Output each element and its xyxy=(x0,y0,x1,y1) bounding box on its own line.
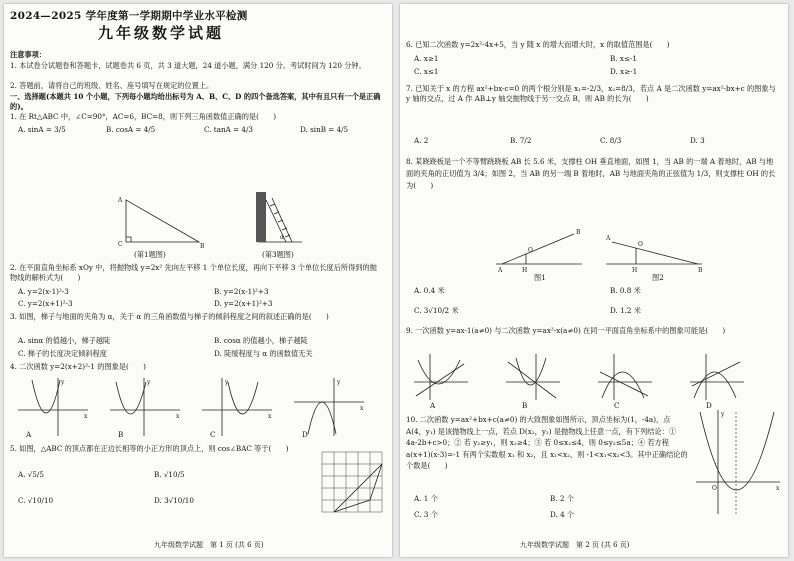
q7-option-c: C. 8/3 xyxy=(600,136,622,145)
q2-option-a: A. y=2(x-1)²-3 xyxy=(18,287,69,296)
q6-option-c: C. x≤1 xyxy=(414,67,439,76)
q3-option-a: A. sinα 的值越小，梯子越陡 xyxy=(18,336,111,345)
page-2-footer: 九年级数学试题 第 2 页 (共 6 页) xyxy=(520,541,630,549)
q8-seesaw-figure-1 xyxy=(496,226,586,272)
q8-option-d: D. 1.2 米 xyxy=(610,306,641,315)
svg-text:O: O xyxy=(528,247,533,254)
svg-text:x: x xyxy=(360,405,364,412)
question-3: 3. 如图，梯子与地面的夹角为 α，关于 α 的三角函数值与梯子的倾斜程度之间的叙述正确的是( ) xyxy=(10,312,329,321)
q7-option-b: B. 7/2 xyxy=(510,136,532,145)
q6-option-a: A. x≥1 xyxy=(414,54,439,63)
q10-option-c: C. 3 个 xyxy=(414,510,438,519)
svg-text:x: x xyxy=(176,413,180,420)
q2-option-d: D. y=2(x+1)²+3 xyxy=(214,299,273,308)
q1-triangle-figure xyxy=(114,192,204,252)
q9-graph-a xyxy=(414,354,468,400)
question-7: 7. 已知关于 x 的方程 ax²+bx-c=0 的两个根分别是 x₁=-2/3，x₂=8/3，若点 A 是二次函数 y=ax²-bx+c 的图象与 y 轴的交点，过 A 作 AB⊥y 轴交抛物线于另一交点 B，则 AB 的长为( ) xyxy=(406,84,776,103)
q1-option-a: A. sinA = 3/5 xyxy=(18,125,66,134)
q3-figure-caption: (第3题图) xyxy=(262,250,294,259)
exam-page-2 xyxy=(400,4,788,557)
svg-text:B: B xyxy=(698,267,703,274)
q4-graph-options xyxy=(18,376,378,438)
q10-option-d: D. 4 个 xyxy=(550,510,575,519)
q4-graph-d xyxy=(294,378,364,436)
svg-text:x: x xyxy=(776,485,780,492)
section-1-heading: 一、选择题(本题共 10 个小题，下列每小题均给出标号为 A、B、C、D 的四个备选答案，其中有且只有一个是正确的)。 xyxy=(10,92,381,111)
q9-label-d: D xyxy=(706,401,712,410)
q9-label-c: C xyxy=(614,401,620,410)
svg-text:A: A xyxy=(118,197,123,204)
q8-figure-2-caption: 图2 xyxy=(652,273,664,282)
svg-text:A: A xyxy=(498,267,503,274)
svg-text:O: O xyxy=(638,241,643,248)
q3-ladder-figure xyxy=(256,192,306,252)
notes-title: 注意事项： xyxy=(10,50,46,59)
q4-label-a: A xyxy=(26,430,32,439)
svg-text:O: O xyxy=(712,485,717,492)
note-2: 2. 答题前，请将自己的班级、姓名、座号填写在规定的位置上。 xyxy=(10,81,214,90)
svg-text:y: y xyxy=(61,379,65,386)
exam-title: 九年级数学试题 xyxy=(98,24,225,42)
exam-heading: 2024—2025 学年度第一学期期中学业水平检测 xyxy=(10,10,248,22)
svg-text:y: y xyxy=(147,379,151,386)
question-10: 10. 二次函数 y=ax²+bx+c(a≠0) 的大致图象如图所示，顶点坐标为(1，-4a)，点 A(4，y₁) 是该抛物线上一点，若点 D(x₂，y₂) 是抛物线上任意一点，有下列结论：① 4a-2b+c>0；② 若 y₂≥y₁，则 x₂≥4；③ 若 0≤x₂≤4，则 0≤y₂≤5a；④ 若方程 a(x+1)(x-3)=-1 有两个实数根 x₁ 和 x₂，且 x₁<x₂，则 -1<x₁<x₂<3。其中正确结论的个数是( ) xyxy=(406,415,688,470)
svg-text:A: A xyxy=(606,235,611,242)
q8-option-c: C. 3√10/2 米 xyxy=(414,306,459,315)
q9-label-b: B xyxy=(522,401,528,410)
q5-option-c: C. √10/10 xyxy=(18,496,54,505)
q2-option-b: B. y=2(x-1)²+3 xyxy=(214,287,269,296)
q5-option-a: A. √5/5 xyxy=(18,470,44,479)
svg-text:B: B xyxy=(200,243,205,250)
q3-option-b: B. cosα 的值越小，梯子越陡 xyxy=(214,336,308,345)
q4-label-c: C xyxy=(210,430,216,439)
q4-graph-c xyxy=(202,378,272,436)
q8-figure-1-caption: 图1 xyxy=(534,273,546,282)
q8-option-b: B. 0.8 米 xyxy=(610,286,641,295)
q5-option-b: B. √10/5 xyxy=(154,470,185,479)
question-5: 5. 如图，△ABC 的顶点都在正边长相等的小正方形的顶点上，则 cos∠BAC 等于( ) xyxy=(10,444,289,453)
q10-option-a: A. 1 个 xyxy=(414,494,438,503)
q4-label-d: D xyxy=(302,430,308,439)
q7-option-d: D. 3 xyxy=(690,136,705,145)
page-1-footer: 九年级数学试题 第 1 页 (共 6 页) xyxy=(154,541,264,549)
note-1: 1. 本试卷分试题卷和答题卡，试题卷共 6 页，共 3 道大题，24 道小题，满分 120 分。考试时间为 120 分钟。 xyxy=(10,61,366,70)
q7-option-a: A. 2 xyxy=(414,136,429,145)
svg-text:H: H xyxy=(522,267,528,274)
q1-option-b: B. cosA = 4/5 xyxy=(106,125,156,134)
svg-text:x: x xyxy=(268,413,272,420)
svg-text:y: y xyxy=(337,379,341,386)
svg-text:C: C xyxy=(118,241,123,248)
q6-option-b: B. x≤-1 xyxy=(610,54,637,63)
q1-option-c: C. tanA = 4/3 xyxy=(204,125,253,134)
q9-label-a: A xyxy=(430,401,436,410)
q6-option-d: D. x≥-1 xyxy=(610,67,638,76)
question-2: 2. 在平面直角坐标系 xOy 中，将抛物线 y=2x² 先向左平移 1 个单位长度，再向下平移 3 个单位长度后所得到的抛物线的解析式为( ) xyxy=(10,263,377,282)
q8-seesaw-figure-2 xyxy=(606,226,706,272)
svg-text:B: B xyxy=(576,229,581,236)
q1-figure-caption: (第1题图) xyxy=(134,250,166,259)
q5-option-d: D. 3√10/10 xyxy=(154,496,194,505)
question-9: 9. 一次函数 y=ax-1(a≠0) 与二次函数 y=ax²-x(a≠0) 在同一平面直角坐标系中的图象可能是( ) xyxy=(406,326,726,335)
q10-option-b: B. 2 个 xyxy=(550,494,574,503)
q9-graph-options xyxy=(414,352,774,402)
q9-graph-b xyxy=(506,354,560,400)
question-8: 8. 某跷跷板是一个不等臂跷跷板 AB 长 5.6 米，支撑柱 OH 垂直地面，如图 1，当 AB 的一端 A 着地时，AB 与地面的夹角的正切值为 3/4；如图 2，当 AB 的另一端 B 着地时，AB 与地面夹角的正弦值为 1/3，则支撑柱 OH 的长为( ) xyxy=(406,157,776,190)
q1-option-d: D. sinB = 4/5 xyxy=(300,125,349,134)
q3-option-d: D. 陡缓程度与 α 的函数值无关 xyxy=(214,349,313,358)
q5-grid-figure xyxy=(322,452,386,512)
q4-label-b: B xyxy=(118,430,124,439)
question-6: 6. 已知二次函数 y=2x²-4x+5，当 y 随 x 的增大而增大时，x 的取值范围是( ) xyxy=(406,40,670,49)
question-4: 4. 二次函数 y=2(x+2)²-1 的图象是( ) xyxy=(10,362,146,371)
svg-text:y: y xyxy=(225,379,229,386)
q8-option-a: A. 0.4 米 xyxy=(414,286,445,295)
q10-parabola-figure xyxy=(696,408,782,518)
q2-option-c: C. y=2(x+1)²-3 xyxy=(18,299,73,308)
question-1: 1. 在 Rt△ABC 中，∠C=90°，AC=6，BC=8，则下列三角函数值正确的是( ) xyxy=(10,112,277,121)
q9-graph-d xyxy=(690,354,744,400)
q4-graph-b xyxy=(110,378,180,436)
svg-text:y: y xyxy=(721,411,725,418)
q4-graph-a xyxy=(18,378,88,436)
q3-option-c: C. 梯子的长度决定倾斜程度 xyxy=(18,349,107,358)
svg-text:H: H xyxy=(632,267,638,274)
svg-text:α: α xyxy=(280,234,285,241)
svg-text:x: x xyxy=(84,413,88,420)
q9-graph-c xyxy=(598,354,652,400)
exam-page-1 xyxy=(4,4,392,557)
